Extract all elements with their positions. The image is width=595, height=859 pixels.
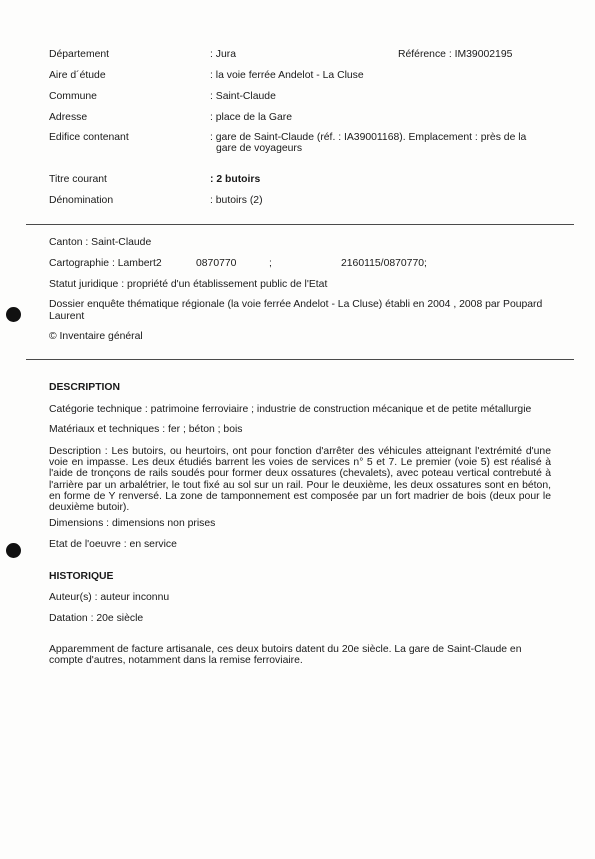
punch-hole-top [6,307,21,322]
dossier-enquete: Dossier enquête thématique régionale (la voie ferrée Andelot - La Cluse) établi en 2004 , 2008 par Poupard Laurent [49,299,543,322]
copyright: © Inventaire général [49,331,143,342]
datation: Datation : 20e siècle [49,613,144,624]
punch-hole-bottom [6,543,21,558]
divider-middle [26,359,574,360]
historique-text: Apparemment de facture artisanale, ces deux butoirs datent du 20e siècle. La gare de Saint-Claude en compte d'autres, notamment dans la remise ferroviaire. [49,644,522,667]
dimensions: Dimensions : dimensions non prises [49,518,216,529]
titre-courant-label: Titre courant [49,174,107,185]
divider-top [26,224,574,225]
denomination-value: : butoirs (2) [210,195,263,206]
adresse-label: Adresse [49,112,88,123]
reference: Référence : IM39002195 [398,49,513,60]
aire-etude-value: : la voie ferrée Andelot - La Cluse [210,70,364,81]
etat-oeuvre: Etat de l'oeuvre : en service [49,539,177,550]
departement-label: Département [49,49,110,60]
titre-courant-value: : 2 butoirs [210,174,261,185]
aire-etude-label: Aire d´étude [49,70,106,81]
edifice-value-line1: : gare de Saint-Claude (réf. : IA39001168). Emplacement : près de la [210,132,527,143]
commune-value: : Saint-Claude [210,91,276,102]
cartographie-x: 0870770 [196,258,237,269]
statut-juridique: Statut juridique : propriété d'un établissement public de l'Etat [49,279,328,290]
commune-label: Commune [49,91,97,102]
cartographie-label: Cartographie : Lambert2 [49,258,162,269]
departement-value: : Jura [210,49,236,60]
edifice-value-line2: gare de voyageurs [216,143,303,154]
description-text: Description : Les butoirs, ou heurtoirs, ont pour fonction d'arrêter des véhicules atteignant l'extrémité d'une voie en impasse. Les deux étudiés barrent les voies de services n° 5 et 7. Le premier (voie 5) est réalisé à l'aide de tronçons de rails soudés pour former deux ossatures (chevalets), avec poteau vertical contrebuté à l'arrière par un arbalétrier, le tout fixé au sol sur un rail. Pour le deuxième, les deux ossatures sont en béton, en forme de Y renversé. La zone de tamponnement est composée par un fort madrier de bois (deux pour le deuxième butoir). [49,446,551,514]
adresse-value: : place de la Gare [210,112,293,123]
auteurs: Auteur(s) : auteur inconnu [49,592,170,603]
cartographie-separator: ; [269,258,272,269]
cartographie-y: 2160115/0870770; [341,258,427,269]
categorie-technique: Catégorie technique : patrimoine ferroviaire ; industrie de construction mécanique et de petite métallurgie [49,404,532,415]
historique-heading: HISTORIQUE [49,571,114,582]
materiaux-techniques: Matériaux et techniques : fer ; béton ; bois [49,424,243,435]
edifice-label: Edifice contenant [49,132,129,143]
denomination-label: Dénomination [49,195,114,206]
description-heading: DESCRIPTION [49,382,121,393]
canton: Canton : Saint-Claude [49,237,152,248]
